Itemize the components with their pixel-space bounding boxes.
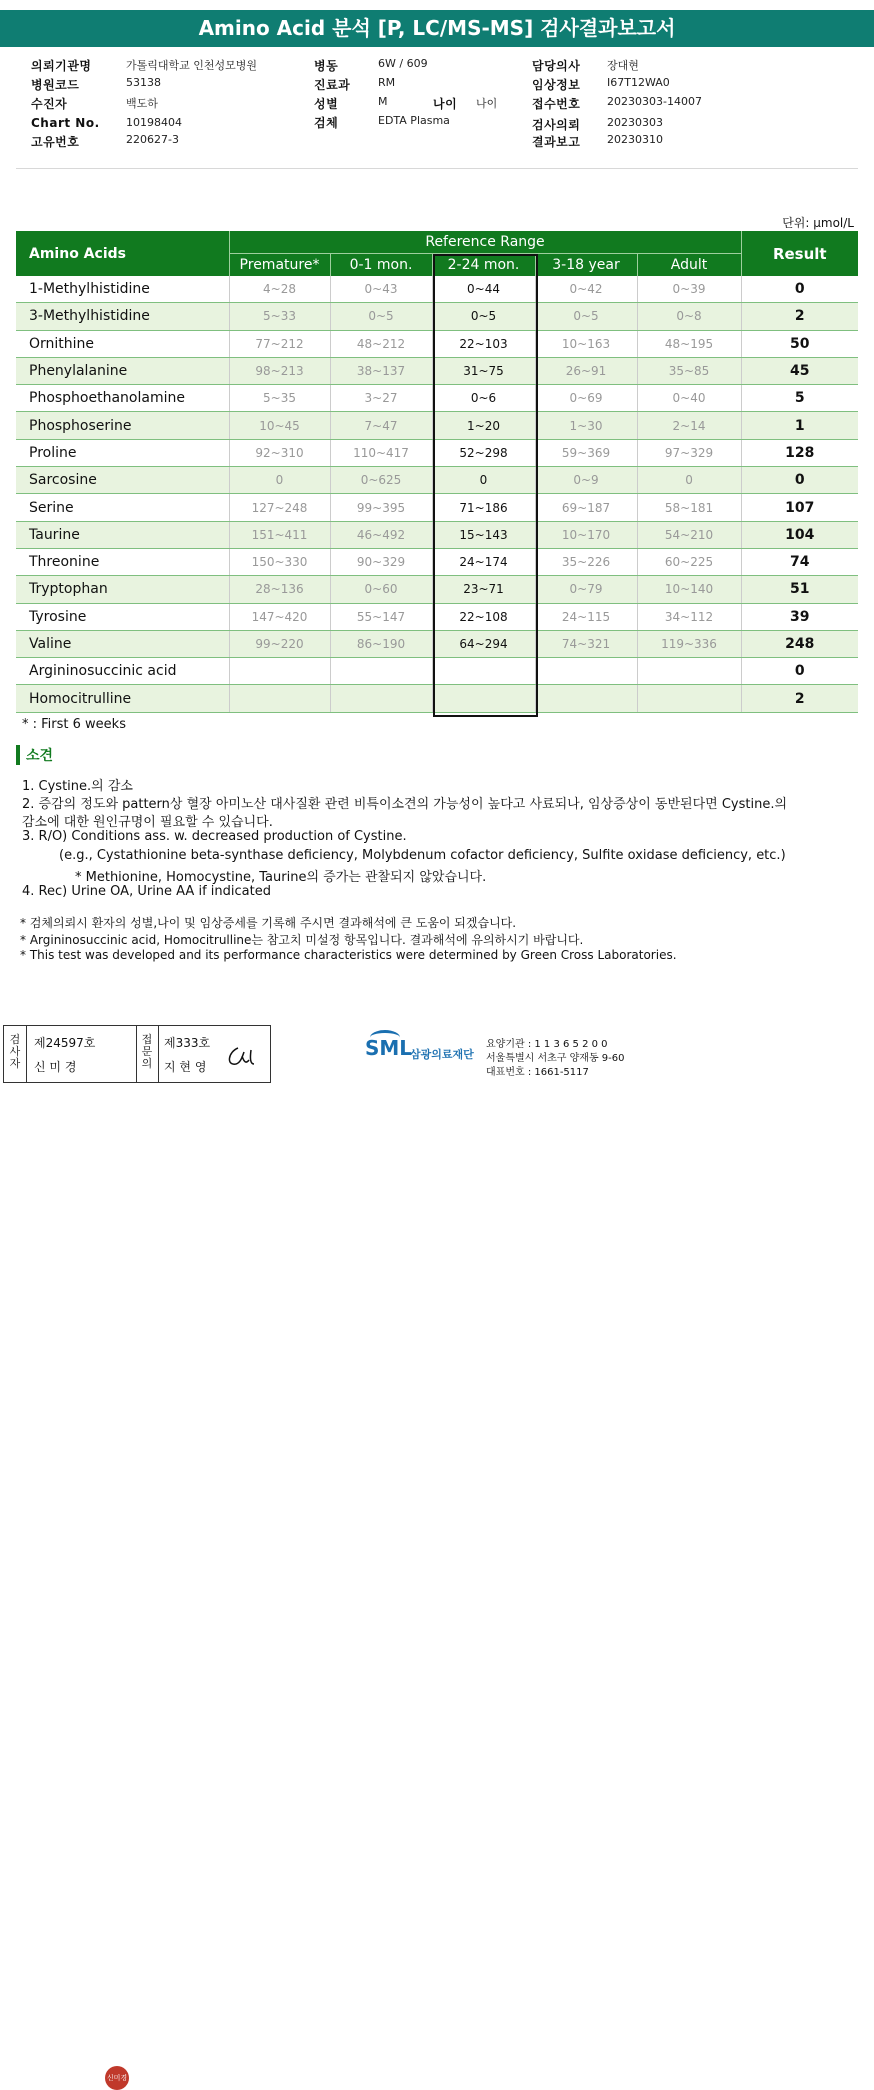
reference-range-cell: 127~248 bbox=[229, 494, 330, 521]
note-line: * 검체의뢰시 환자의 성별,나이 및 임상증세를 기록해 주시면 결과해석에 큰 도움이 되겠습니다. bbox=[20, 916, 517, 930]
info-key: 결과보고 bbox=[532, 135, 581, 149]
amino-acid-name: Tryptophan bbox=[16, 576, 229, 603]
info-key: Chart No. bbox=[31, 116, 100, 130]
tester-name: 신 미 경 bbox=[34, 1060, 77, 1074]
reference-range-cell bbox=[535, 658, 637, 685]
result-cell: 5 bbox=[741, 385, 858, 412]
reference-range-cell bbox=[535, 685, 637, 712]
result-cell: 104 bbox=[741, 521, 858, 548]
reference-range-cell: 0 bbox=[432, 467, 535, 494]
reference-range-cell: 10~163 bbox=[535, 330, 637, 357]
col-header-result: Result bbox=[741, 231, 858, 276]
reference-range-cell: 0~6 bbox=[432, 385, 535, 412]
result-cell: 39 bbox=[741, 603, 858, 630]
divider bbox=[16, 168, 858, 169]
reference-range-cell: 74~321 bbox=[535, 630, 637, 657]
finding-line: 1. Cystine.의 감소 bbox=[22, 779, 133, 794]
reference-range-cell: 99~220 bbox=[229, 630, 330, 657]
findings-marker bbox=[16, 745, 20, 765]
reference-range-cell: 110~417 bbox=[330, 439, 432, 466]
reference-range-cell: 0~39 bbox=[637, 276, 741, 303]
reference-range-cell: 98~213 bbox=[229, 357, 330, 384]
reference-range-cell: 5~33 bbox=[229, 303, 330, 330]
reference-range-cell: 35~85 bbox=[637, 357, 741, 384]
info-value: 20230310 bbox=[607, 133, 663, 146]
result-cell: 2 bbox=[741, 685, 858, 712]
info-key: 임상정보 bbox=[532, 78, 581, 92]
info-key: 수진자 bbox=[31, 97, 68, 111]
note-line: * Argininosuccinic acid, Homocitrulline는 참고치 미설정 항목입니다. 결과해석에 유의하시기 바랍니다. bbox=[20, 933, 584, 947]
reference-range-cell: 97~329 bbox=[637, 439, 741, 466]
reference-range-cell: 71~186 bbox=[432, 494, 535, 521]
reference-range-cell: 38~137 bbox=[330, 357, 432, 384]
reference-range-cell: 54~210 bbox=[637, 521, 741, 548]
reference-range-cell: 46~492 bbox=[330, 521, 432, 548]
result-cell: 128 bbox=[741, 439, 858, 466]
amino-acid-name: Valine bbox=[16, 630, 229, 657]
reference-range-cell bbox=[637, 658, 741, 685]
reference-range-cell: 23~71 bbox=[432, 576, 535, 603]
reference-range-cell: 0~60 bbox=[330, 576, 432, 603]
info-key: 병원코드 bbox=[31, 78, 80, 92]
result-cell: 0 bbox=[741, 658, 858, 685]
reference-range-cell: 55~147 bbox=[330, 603, 432, 630]
reference-range-cell bbox=[229, 685, 330, 712]
note-line: * This test was developed and its performance characteristics were determined by Green Cross Laboratories. bbox=[20, 948, 677, 962]
reference-range-cell: 22~103 bbox=[432, 330, 535, 357]
reference-range-cell: 150~330 bbox=[229, 548, 330, 575]
info-key: 검체 bbox=[314, 116, 339, 130]
info-key: 성별 bbox=[314, 97, 339, 111]
amino-acid-name: 3-Methylhistidine bbox=[16, 303, 229, 330]
amino-acid-name: 1-Methylhistidine bbox=[16, 276, 229, 303]
info-value: 10198404 bbox=[126, 116, 182, 129]
info-key: 담당의사 bbox=[532, 59, 581, 73]
amino-acid-name: Phosphoethanolamine bbox=[16, 385, 229, 412]
reference-range-cell: 1~30 bbox=[535, 412, 637, 439]
reference-range-cell: 0~625 bbox=[330, 467, 432, 494]
reference-range-cell: 60~225 bbox=[637, 548, 741, 575]
info-key: 진료과 bbox=[314, 78, 351, 92]
info-key: 검사의뢰 bbox=[532, 118, 581, 132]
reference-range-cell: 119~336 bbox=[637, 630, 741, 657]
reference-range-cell: 5~35 bbox=[229, 385, 330, 412]
col-header-premature: Premature* bbox=[229, 254, 330, 277]
reference-range-cell: 2~14 bbox=[637, 412, 741, 439]
amino-acid-name: Taurine bbox=[16, 521, 229, 548]
reference-range-cell: 0~5 bbox=[535, 303, 637, 330]
divider bbox=[158, 1026, 159, 1082]
reference-range-cell: 0~43 bbox=[330, 276, 432, 303]
age-key: 나이 bbox=[433, 97, 458, 111]
reference-range-cell: 147~420 bbox=[229, 603, 330, 630]
reference-range-cell: 92~310 bbox=[229, 439, 330, 466]
table-footnote: * : First 6 weeks bbox=[22, 717, 126, 732]
reference-range-cell: 3~27 bbox=[330, 385, 432, 412]
info-key: 병동 bbox=[314, 59, 339, 73]
org-address: 서울특별시 서초구 양재동 9-60 bbox=[486, 1053, 625, 1064]
reference-range-cell bbox=[330, 658, 432, 685]
result-cell: 0 bbox=[741, 276, 858, 303]
reference-range-cell: 77~212 bbox=[229, 330, 330, 357]
reference-range-cell: 10~45 bbox=[229, 412, 330, 439]
col-header-3-18-year: 3-18 year bbox=[535, 254, 637, 277]
tester-label: 검사자 bbox=[9, 1033, 21, 1070]
amino-acid-name: Threonine bbox=[16, 548, 229, 575]
reference-range-cell: 90~329 bbox=[330, 548, 432, 575]
tester-seal: 신미경 bbox=[105, 2066, 129, 2090]
info-value: 20230303 bbox=[607, 116, 663, 129]
reference-range-cell: 0~40 bbox=[637, 385, 741, 412]
reference-range-cell: 99~395 bbox=[330, 494, 432, 521]
info-value: 20230303-14007 bbox=[607, 95, 702, 108]
reference-range-cell: 69~187 bbox=[535, 494, 637, 521]
sml-logo: SML bbox=[365, 1036, 413, 1060]
info-value: EDTA Plasma bbox=[378, 114, 450, 127]
finding-line: (e.g., Cystathionine beta-synthase deficiency, Molybdenum cofactor deficiency, Sulfite oxidase deficiency, etc.) bbox=[59, 848, 786, 863]
reference-range-cell: 7~47 bbox=[330, 412, 432, 439]
amino-acid-name: Phosphoserine bbox=[16, 412, 229, 439]
info-value: 백도하 bbox=[126, 97, 158, 110]
tester-license: 제24597호 bbox=[34, 1036, 96, 1050]
finding-line: 감소에 대한 원인규명이 필요할 수 있습니다. bbox=[22, 815, 273, 830]
reference-range-cell: 24~174 bbox=[432, 548, 535, 575]
reference-range-cell bbox=[229, 658, 330, 685]
reference-range-cell: 31~75 bbox=[432, 357, 535, 384]
reference-range-cell bbox=[330, 685, 432, 712]
result-cell: 0 bbox=[741, 467, 858, 494]
col-header-reference-range: Reference Range bbox=[229, 231, 741, 254]
col-header-2-24-mon: 2-24 mon. bbox=[432, 254, 535, 277]
info-value: 6W / 609 bbox=[378, 57, 428, 70]
findings-title: 소견 bbox=[26, 748, 54, 764]
reviewer-name: 지 현 영 bbox=[164, 1060, 207, 1074]
info-value: 53138 bbox=[126, 76, 161, 89]
finding-line: 2. 증감의 정도와 pattern상 혈장 아미노산 대사질환 관련 비특이소견의 가능성이 높다고 사료되나, 임상증상이 동반된다면 Cystine.의 bbox=[22, 797, 788, 812]
info-value: I67T12WA0 bbox=[607, 76, 670, 89]
signature-box bbox=[3, 1025, 271, 2082]
info-value: 가톨릭대학교 인천성모병원 bbox=[126, 59, 258, 72]
info-value: M bbox=[378, 95, 388, 108]
info-key: 접수번호 bbox=[532, 97, 581, 111]
reference-range-cell: 22~108 bbox=[432, 603, 535, 630]
result-cell: 74 bbox=[741, 548, 858, 575]
org-code: 요양기관 : 1 1 3 6 5 2 0 0 bbox=[486, 1039, 608, 1050]
reviewer-label: 접문의 bbox=[141, 1033, 153, 1070]
divider bbox=[136, 1026, 137, 1082]
reference-range-cell: 0~5 bbox=[330, 303, 432, 330]
info-value: RM bbox=[378, 76, 396, 89]
reference-range-cell: 10~170 bbox=[535, 521, 637, 548]
finding-line: * Methionine, Homocystine, Taurine의 증가는 관찰되지 않았습니다. bbox=[75, 870, 487, 885]
reference-range-cell: 28~136 bbox=[229, 576, 330, 603]
highlight-2-24-mon-column bbox=[433, 254, 538, 717]
reference-range-cell: 0~69 bbox=[535, 385, 637, 412]
divider bbox=[26, 1026, 27, 1082]
amino-acid-name: Tyrosine bbox=[16, 603, 229, 630]
reviewer-license: 제333호 bbox=[164, 1036, 211, 1050]
reference-range-cell: 0~79 bbox=[535, 576, 637, 603]
reference-range-cell: 34~112 bbox=[637, 603, 741, 630]
result-cell: 45 bbox=[741, 357, 858, 384]
amino-acid-name: Serine bbox=[16, 494, 229, 521]
finding-line: 3. R/O) Conditions ass. w. decreased production of Cystine. bbox=[22, 829, 407, 844]
report-title: Amino Acid 분석 [P, LC/MS-MS] 검사결과보고서 bbox=[0, 10, 874, 47]
amino-acid-name: Homocitrulline bbox=[16, 685, 229, 712]
reference-range-cell: 0~8 bbox=[637, 303, 741, 330]
result-cell: 107 bbox=[741, 494, 858, 521]
reference-range-cell: 24~115 bbox=[535, 603, 637, 630]
unit-label: 단위: µmol/L bbox=[782, 216, 854, 230]
reference-range-cell: 58~181 bbox=[637, 494, 741, 521]
age-value: 나이 bbox=[476, 97, 498, 110]
org-name: 삼광의료재단 bbox=[410, 1048, 474, 1061]
org-phone: 대표번호 : 1661-5117 bbox=[486, 1067, 589, 1078]
reference-range-cell: 1~20 bbox=[432, 412, 535, 439]
reference-range-cell: 0~42 bbox=[535, 276, 637, 303]
reference-range-cell: 0~5 bbox=[432, 303, 535, 330]
reference-range-cell: 0 bbox=[229, 467, 330, 494]
result-cell: 1 bbox=[741, 412, 858, 439]
col-header-adult: Adult bbox=[637, 254, 741, 277]
reference-range-cell: 10~140 bbox=[637, 576, 741, 603]
reference-range-cell: 15~143 bbox=[432, 521, 535, 548]
amino-acid-name: Argininosuccinic acid bbox=[16, 658, 229, 685]
info-value: 220627-3 bbox=[126, 133, 179, 146]
reference-range-cell: 48~212 bbox=[330, 330, 432, 357]
result-cell: 51 bbox=[741, 576, 858, 603]
amino-acid-name: Phenylalanine bbox=[16, 357, 229, 384]
reference-range-cell bbox=[637, 685, 741, 712]
result-cell: 2 bbox=[741, 303, 858, 330]
result-cell: 248 bbox=[741, 630, 858, 657]
info-value: 장대현 bbox=[607, 59, 639, 72]
col-header-amino-acids: Amino Acids bbox=[16, 231, 229, 276]
reference-range-cell: 86~190 bbox=[330, 630, 432, 657]
reference-range-cell: 52~298 bbox=[432, 439, 535, 466]
reference-range-cell: 0~44 bbox=[432, 276, 535, 303]
col-header-0-1-mon: 0-1 mon. bbox=[330, 254, 432, 277]
finding-line: 4. Rec) Urine OA, Urine AA if indicated bbox=[22, 884, 271, 899]
info-key: 의뢰기관명 bbox=[31, 59, 92, 73]
reviewer-signature bbox=[224, 1042, 260, 1072]
reference-range-cell: 26~91 bbox=[535, 357, 637, 384]
reference-range-cell: 4~28 bbox=[229, 276, 330, 303]
reference-range-cell: 64~294 bbox=[432, 630, 535, 657]
reference-range-cell: 0 bbox=[637, 467, 741, 494]
reference-range-cell: 0~9 bbox=[535, 467, 637, 494]
info-key: 고유번호 bbox=[31, 135, 80, 149]
reference-range-cell: 151~411 bbox=[229, 521, 330, 548]
amino-acid-name: Ornithine bbox=[16, 330, 229, 357]
result-cell: 50 bbox=[741, 330, 858, 357]
reference-range-cell: 35~226 bbox=[535, 548, 637, 575]
amino-acid-name: Sarcosine bbox=[16, 467, 229, 494]
reference-range-cell: 48~195 bbox=[637, 330, 741, 357]
amino-acid-name: Proline bbox=[16, 439, 229, 466]
reference-range-cell: 59~369 bbox=[535, 439, 637, 466]
